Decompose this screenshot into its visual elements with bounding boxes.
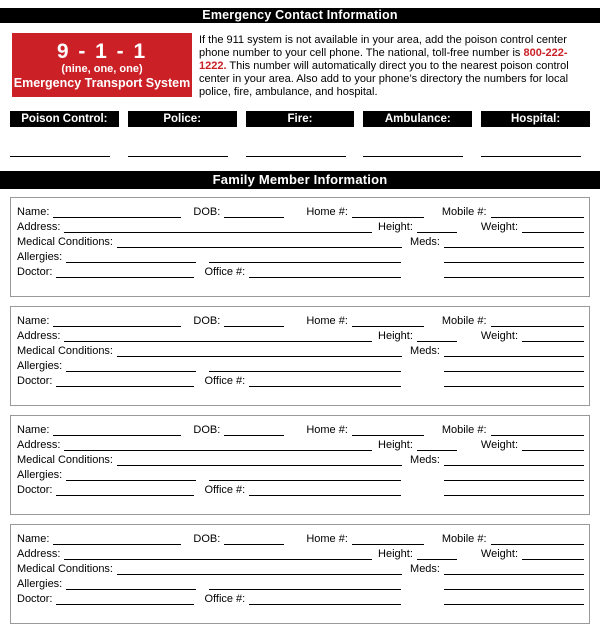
- office-phone-blank: [249, 386, 401, 387]
- contact-blank-police: [128, 156, 237, 157]
- meds-label: Meds:: [410, 345, 440, 357]
- contact-label-poison-control: Poison Control:: [10, 111, 119, 127]
- meds-label: Meds:: [410, 454, 440, 466]
- office-phone-blank: [249, 495, 401, 496]
- office-phone-label: Office #:: [204, 375, 246, 387]
- allergies-blank: [66, 262, 196, 263]
- nine-one-one-number: 9 - 1 - 1: [56, 39, 148, 63]
- row-name-dob-phones: [17, 205, 584, 220]
- medical-conditions-label: Medical Conditions:: [17, 454, 113, 466]
- address-blank: [64, 341, 372, 342]
- home-phone-label: Home #:: [306, 206, 348, 218]
- allergies-label: Allergies:: [17, 578, 63, 590]
- address-label: Address:: [17, 221, 61, 233]
- height-label: Height:: [378, 439, 413, 451]
- home-phone-blank: [352, 326, 424, 327]
- meds-extra-blank-1: [444, 480, 584, 481]
- row-medical-meds: [17, 562, 584, 577]
- contact-blank-poison-control: [10, 156, 119, 157]
- dob-blank: [224, 217, 284, 218]
- emergency-contact-form: [0, 8, 600, 624]
- address-label: Address:: [17, 439, 61, 451]
- name-label: Name:: [17, 206, 50, 218]
- mobile-phone-blank: [491, 326, 584, 327]
- office-phone-blank: [249, 277, 401, 278]
- section-header-family: Family Member Information: [0, 171, 600, 189]
- doctor-label: Doctor:: [17, 266, 53, 278]
- meds-label: Meds:: [410, 236, 440, 248]
- height-label: Height:: [378, 330, 413, 342]
- row-medical-meds: [17, 453, 584, 468]
- row-allergies: [17, 359, 584, 374]
- office-phone-label: Office #:: [204, 593, 246, 605]
- mobile-phone-blank: [491, 544, 584, 545]
- name-blank: [53, 217, 181, 218]
- office-phone-label: Office #:: [204, 484, 246, 496]
- meds-extra-blank-2: [444, 604, 584, 605]
- weight-label: Weight:: [480, 330, 518, 342]
- row-doctor-office: [17, 592, 584, 607]
- height-blank: [417, 232, 457, 233]
- contact-blank-ambulance: [363, 156, 472, 157]
- allergies-extra-blank: [209, 480, 401, 481]
- family-member-block: [10, 306, 590, 406]
- meds-extra-blank-2: [444, 277, 584, 278]
- nine-one-one-phonetic: (nine, one, one): [61, 62, 143, 75]
- row-name-dob-phones: [17, 314, 584, 329]
- row-medical-meds: [17, 235, 584, 250]
- emergency-contacts-blanks: [10, 156, 590, 157]
- nine-one-one-caption: Emergency Transport System: [13, 75, 191, 90]
- dob-label: DOB:: [193, 206, 221, 218]
- contact-label-ambulance: Ambulance:: [363, 111, 472, 127]
- weight-blank: [522, 232, 584, 233]
- weight-label: Weight:: [480, 548, 518, 560]
- allergies-label: Allergies:: [17, 469, 63, 481]
- medical-conditions-blank: [117, 574, 402, 575]
- emergency-contacts-labels: [10, 111, 590, 127]
- family-member-blocks: [0, 197, 600, 624]
- dob-label: DOB:: [193, 533, 221, 545]
- row-doctor-office: [17, 483, 584, 498]
- blank-line: [246, 156, 346, 157]
- home-phone-blank: [352, 435, 424, 436]
- dob-blank: [224, 435, 284, 436]
- contact-blank-fire: [246, 156, 355, 157]
- name-label: Name:: [17, 315, 50, 327]
- medical-conditions-blank: [117, 356, 402, 357]
- contact-blank-hospital: [481, 156, 590, 157]
- doctor-label: Doctor:: [17, 375, 53, 387]
- row-allergies: [17, 577, 584, 592]
- blank-line: [481, 156, 581, 157]
- meds-blank: [444, 465, 584, 466]
- allergies-blank: [66, 589, 196, 590]
- row-name-dob-phones: [17, 532, 584, 547]
- mobile-phone-label: Mobile #:: [441, 206, 487, 218]
- home-phone-label: Home #:: [306, 315, 348, 327]
- emergency-info-section: [12, 33, 590, 99]
- height-label: Height:: [378, 548, 413, 560]
- mobile-phone-label: Mobile #:: [441, 533, 487, 545]
- blank-line: [363, 156, 463, 157]
- mobile-phone-blank: [491, 217, 584, 218]
- meds-extra-blank-1: [444, 589, 584, 590]
- doctor-blank: [56, 604, 194, 605]
- meds-extra-blank-2: [444, 386, 584, 387]
- family-member-block: [10, 415, 590, 515]
- medical-conditions-label: Medical Conditions:: [17, 345, 113, 357]
- mobile-phone-label: Mobile #:: [441, 424, 487, 436]
- family-member-block: [10, 197, 590, 297]
- home-phone-label: Home #:: [306, 533, 348, 545]
- dob-blank: [224, 544, 284, 545]
- meds-extra-blank-1: [444, 262, 584, 263]
- doctor-blank: [56, 386, 194, 387]
- row-allergies: [17, 468, 584, 483]
- address-blank: [64, 450, 372, 451]
- weight-blank: [522, 450, 584, 451]
- allergies-extra-blank: [209, 371, 401, 372]
- allergies-label: Allergies:: [17, 360, 63, 372]
- intro-text-before: If the 911 system is not available in your area, add the poison control center phone number to your cell phone. The national, toll-free number is: [199, 34, 567, 59]
- blank-line: [10, 156, 110, 157]
- weight-blank: [522, 559, 584, 560]
- weight-label: Weight:: [480, 439, 518, 451]
- address-label: Address:: [17, 548, 61, 560]
- dob-label: DOB:: [193, 424, 221, 436]
- meds-label: Meds:: [410, 563, 440, 575]
- medical-conditions-label: Medical Conditions:: [17, 236, 113, 248]
- weight-blank: [522, 341, 584, 342]
- meds-extra-blank-2: [444, 495, 584, 496]
- medical-conditions-blank: [117, 465, 402, 466]
- row-address-height-weight: [17, 547, 584, 562]
- medical-conditions-label: Medical Conditions:: [17, 563, 113, 575]
- doctor-blank: [56, 495, 194, 496]
- office-phone-blank: [249, 604, 401, 605]
- weight-label: Weight:: [480, 221, 518, 233]
- doctor-blank: [56, 277, 194, 278]
- doctor-label: Doctor:: [17, 484, 53, 496]
- dob-blank: [224, 326, 284, 327]
- row-address-height-weight: [17, 220, 584, 235]
- row-allergies: [17, 250, 584, 265]
- blank-line: [128, 156, 228, 157]
- name-blank: [53, 435, 181, 436]
- height-blank: [417, 559, 457, 560]
- row-address-height-weight: [17, 329, 584, 344]
- row-name-dob-phones: [17, 423, 584, 438]
- height-blank: [417, 450, 457, 451]
- medical-conditions-blank: [117, 247, 402, 248]
- contact-label-police: Police:: [128, 111, 237, 127]
- contact-label-hospital: Hospital:: [481, 111, 590, 127]
- row-doctor-office: [17, 265, 584, 280]
- poison-control-paragraph: [192, 33, 590, 99]
- nine-one-one-badge: [12, 33, 192, 97]
- row-doctor-office: [17, 374, 584, 389]
- address-blank: [64, 559, 372, 560]
- name-label: Name:: [17, 424, 50, 436]
- allergies-blank: [66, 480, 196, 481]
- row-address-height-weight: [17, 438, 584, 453]
- dob-label: DOB:: [193, 315, 221, 327]
- intro-text-after: This number will automatically direct you to the nearest poison control center in your area. Also add to your phone’s directory the numbers for local police, fire, ambulance, and hospital.: [199, 60, 569, 98]
- name-blank: [53, 326, 181, 327]
- allergies-extra-blank: [209, 589, 401, 590]
- home-phone-blank: [352, 217, 424, 218]
- allergies-extra-blank: [209, 262, 401, 263]
- row-medical-meds: [17, 344, 584, 359]
- family-member-block: [10, 524, 590, 624]
- contact-label-fire: Fire:: [246, 111, 355, 127]
- home-phone-label: Home #:: [306, 424, 348, 436]
- mobile-phone-label: Mobile #:: [441, 315, 487, 327]
- home-phone-blank: [352, 544, 424, 545]
- poison-control-phone-number: 800-222-1222.: [199, 47, 568, 72]
- height-label: Height:: [378, 221, 413, 233]
- section-header-emergency: Emergency Contact Information: [0, 8, 600, 23]
- name-label: Name:: [17, 533, 50, 545]
- name-blank: [53, 544, 181, 545]
- allergies-blank: [66, 371, 196, 372]
- meds-blank: [444, 247, 584, 248]
- doctor-label: Doctor:: [17, 593, 53, 605]
- mobile-phone-blank: [491, 435, 584, 436]
- address-label: Address:: [17, 330, 61, 342]
- allergies-label: Allergies:: [17, 251, 63, 263]
- office-phone-label: Office #:: [204, 266, 246, 278]
- address-blank: [64, 232, 372, 233]
- meds-blank: [444, 356, 584, 357]
- meds-blank: [444, 574, 584, 575]
- height-blank: [417, 341, 457, 342]
- meds-extra-blank-1: [444, 371, 584, 372]
